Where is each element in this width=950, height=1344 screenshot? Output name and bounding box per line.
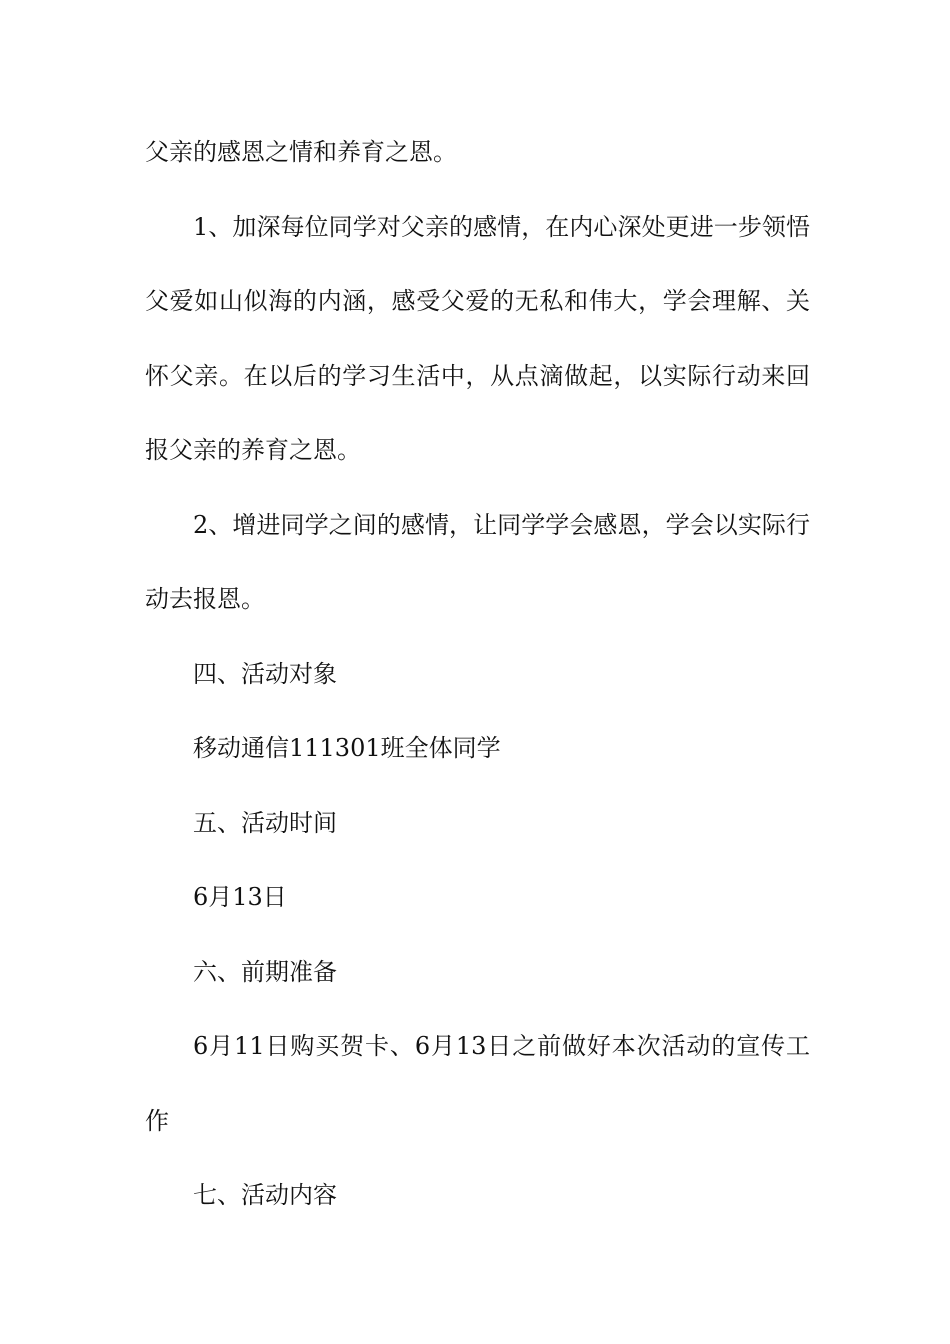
paragraph-activity-target: 移动通信111301班全体同学 xyxy=(193,734,501,762)
paragraph-goal-1: 1、加深每位同学对父亲的感情，在内心深处更进一步领悟父爱如山似海的内涵，感受父爱的无私和伟大，学会理解、关怀父亲。在以后的学习生活中，从点滴做起，以实际行动来回报父亲的养育之恩。 xyxy=(145,212,810,464)
heading-activity-target: 四、活动对象 xyxy=(193,659,337,688)
heading-activity-time: 五、活动时间 xyxy=(193,808,337,837)
heading-preparation: 六、前期准备 xyxy=(193,957,337,986)
paragraph-activity-time: 6月13日 xyxy=(193,883,287,911)
paragraph-preparation: 6月11日购买贺卡、6月13日之前做好本次活动的宣传工作 xyxy=(145,1032,810,1135)
paragraph-goal-2: 2、增进同学之间的感情，让同学学会感恩，学会以实际行动去报恩。 xyxy=(145,510,810,613)
heading-activity-content: 七、活动内容 xyxy=(193,1181,337,1209)
paragraph-continuation: 父亲的感恩之情和养育之恩。 xyxy=(145,138,457,166)
document-body xyxy=(145,115,810,1233)
